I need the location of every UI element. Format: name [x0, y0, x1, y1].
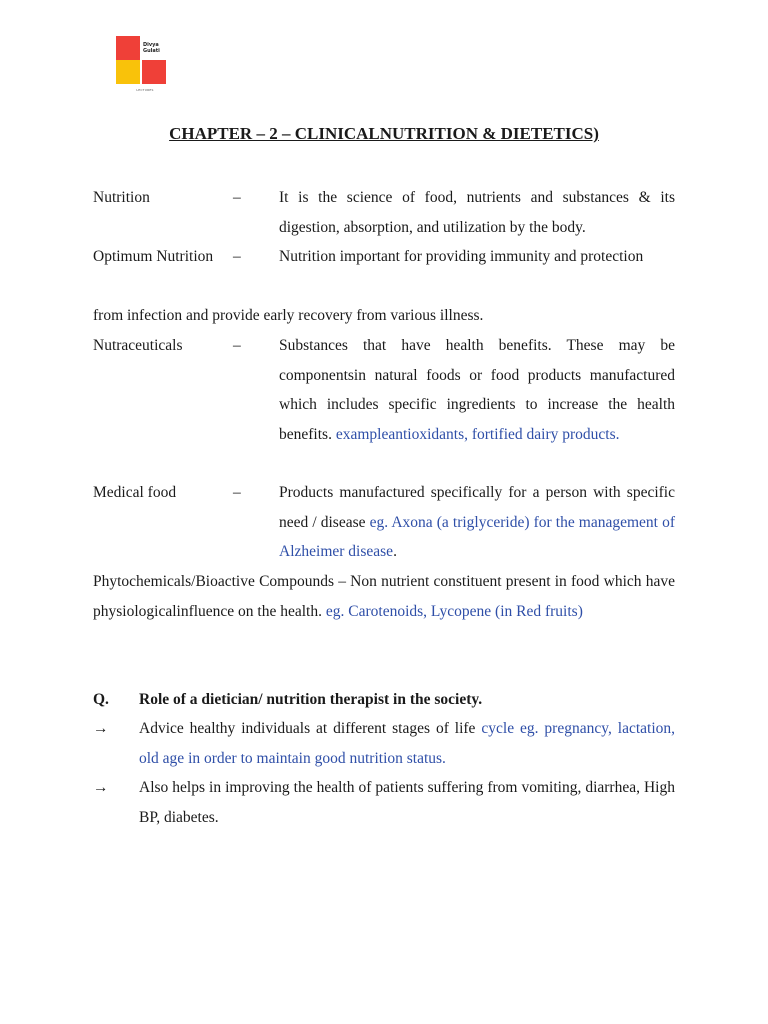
arrow-icon: →: [93, 720, 109, 737]
bullet-1-text: Advice healthy individuals at different stages of life: [139, 720, 476, 737]
definition-medical-food: [279, 478, 675, 567]
definition-optimum-nutrition: [279, 242, 675, 272]
logo-tagline: LECTURES: [136, 88, 154, 92]
term-dash: –: [233, 484, 241, 501]
chapter-title: CHAPTER – 2 – CLINICALNUTRITION & DIETETICS): [169, 124, 599, 143]
term-dash: –: [233, 189, 241, 206]
question-label: Q.: [93, 691, 109, 708]
logo-name-line2: Gulati: [143, 48, 160, 54]
logo-name-line1: Divya: [143, 42, 159, 48]
example-nutraceuticals: exampleantioxidants, fortified dairy products.: [335, 425, 620, 443]
definition-nutrition: It is the science of food, nutrients and substances & its digestion, absorption, and utilization by the body.: [279, 189, 675, 236]
term-nutraceuticals: Nutraceuticals: [93, 337, 183, 354]
bullet-item-1: [139, 714, 675, 773]
example-medical-food: eg. Axona (a triglyceride) for the management of Alzheimer disease: [279, 513, 675, 560]
definition-medical-food-end: .: [393, 543, 397, 560]
definition-nutraceuticals: [279, 331, 675, 449]
definition-phytochemicals: [93, 567, 675, 626]
logo-red-square-2: [142, 60, 166, 84]
definition-optimum-text: Nutrition important for providing immunity and protection: [279, 248, 644, 265]
bullet-1-highlight: cycle eg. pregnancy, lactation, old age in order to maintain good nutrition status.: [139, 720, 676, 767]
logo-yellow-square: [116, 60, 140, 84]
definition-nutraceuticals-text: Substances that have health benefits. These may be componentsin natural foods or food products manufactured which includes specific ingredients to increase the health benefits.: [279, 337, 675, 443]
brand-logo: [116, 36, 170, 96]
term-dash: –: [233, 248, 241, 265]
term-optimum-nutrition: Optimum Nutrition: [93, 248, 214, 265]
definition-medical-food-text: Products manufactured specifically for a person with specific need / disease: [279, 484, 675, 531]
definition-phytochemicals-text: Phytochemicals/Bioactive Compounds – Non nutrient constituent present in food which have physiologicalinfluence on the health.: [93, 573, 675, 620]
term-dash: –: [233, 337, 241, 354]
question-text: Role of a dietician/ nutrition therapist in the society.: [139, 691, 483, 708]
definition-optimum-continuation: from infection and provide early recovery from various illness.: [93, 307, 484, 324]
logo-name: [143, 42, 160, 54]
arrow-icon: →: [93, 779, 109, 796]
logo-red-square: [116, 36, 140, 60]
bullet-item-2: Also helps in improving the health of patients suffering from vomiting, diarrhea, High BP, diabetes.: [139, 779, 675, 826]
term-nutrition: Nutrition: [93, 189, 150, 206]
term-medical-food: Medical food: [93, 484, 177, 501]
example-phytochemicals: eg. Carotenoids, Lycopene (in Red fruits): [325, 602, 583, 620]
